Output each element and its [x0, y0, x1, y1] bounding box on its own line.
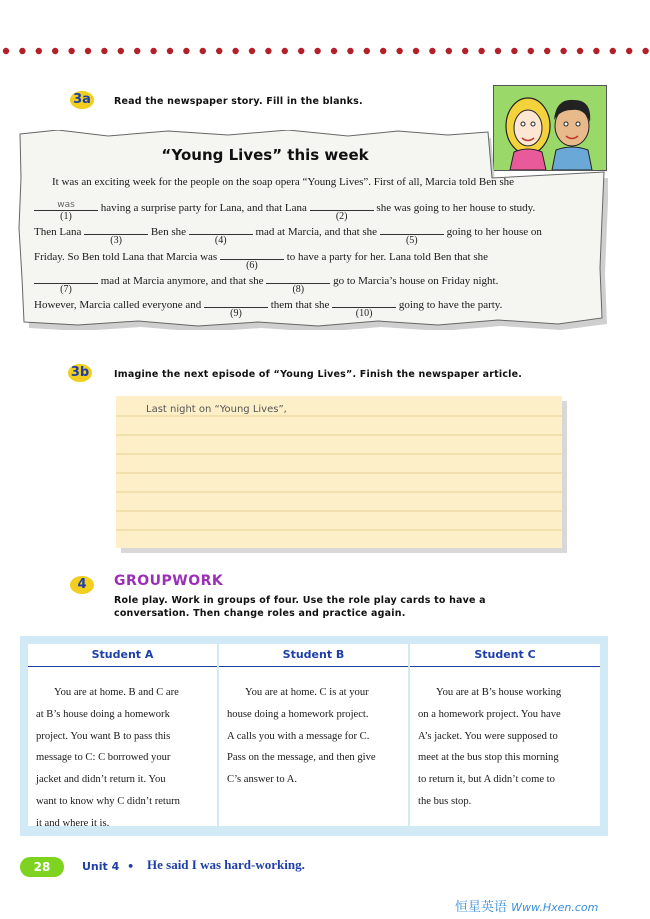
card-line: A calls you with a message for C. — [227, 730, 370, 742]
writing-prompt: Last night on “Young Lives”, — [146, 404, 287, 415]
blank-1[interactable] — [34, 199, 98, 222]
unit-name: Unit 4 — [82, 860, 120, 873]
story-line-3 — [34, 223, 542, 246]
blank-6-number: (6) — [246, 260, 258, 271]
story-text: However, Marcia called everyone and — [34, 299, 202, 311]
story-line-5 — [34, 272, 499, 295]
groupwork-instruction-1: Role play. Work in groups of four. Use the role play cards to have a — [114, 595, 486, 606]
story-text: It was an exciting week for the people on the soap opera “Young Lives”. First of all, Marcia told Ben she — [52, 176, 514, 188]
blank-9[interactable] — [204, 296, 268, 319]
story-line-6 — [34, 296, 503, 319]
blank-10[interactable] — [332, 296, 396, 319]
story-text: mad at Marcia anymore, and that she — [100, 275, 264, 287]
blank-8[interactable] — [266, 272, 330, 295]
blank-2[interactable] — [310, 199, 374, 222]
card-student-c — [410, 644, 600, 826]
card-title: Student A — [91, 648, 154, 661]
card-line: project. You want B to pass this — [36, 730, 171, 742]
watermark — [455, 896, 598, 915]
story-text: Friday. So Ben told Lana that Marcia was — [34, 251, 218, 263]
card-line: Pass on the message, and then give — [227, 752, 376, 764]
story-text: mad at Marcia, and that she — [255, 226, 378, 238]
section-4-badge: 4 — [70, 576, 94, 594]
card-line: to return it, but A didn’t come to — [418, 774, 555, 786]
blank-8-number: (8) — [292, 284, 305, 295]
card-line: house doing a homework project. — [227, 708, 369, 720]
blank-3[interactable] — [84, 223, 148, 246]
card-line: C’s answer to A. — [227, 774, 298, 786]
blank-3-number: (3) — [110, 235, 122, 246]
card-line: want to know why C didn’t return — [36, 795, 180, 807]
card-body — [418, 682, 594, 813]
watermark-cn: 恒星英语 — [455, 900, 508, 915]
story-line-1 — [52, 176, 514, 188]
section-3a-badge: 3a — [70, 91, 94, 109]
blank-1-number: (1) — [60, 211, 72, 222]
blank-7[interactable] — [34, 272, 98, 295]
story-line-2 — [34, 199, 536, 222]
story-text: going to her house on — [446, 226, 542, 238]
section-3a-instruction: Read the newspaper story. Fill in the blanks. — [114, 96, 363, 107]
card-line: You are at home. B and C are — [54, 687, 179, 698]
story-text: Then Lana — [34, 226, 82, 238]
card-student-b — [219, 644, 408, 826]
story-text: to have a party for her. Lana told Ben that she — [286, 251, 488, 263]
blank-5[interactable] — [380, 223, 444, 246]
card-title: Student B — [282, 648, 345, 661]
dotted-border — [0, 44, 650, 58]
unit-title: He said I was hard-working. — [147, 857, 305, 872]
card-line: at B’s house doing a homework — [36, 708, 170, 720]
card-line: meet at the bus stop this morning — [418, 752, 559, 764]
story-line-4 — [34, 248, 488, 271]
story-text: having a surprise party for Lana, and that Lana — [100, 202, 307, 214]
story-text: going to have the party. — [398, 299, 503, 311]
story-text: Ben she — [150, 226, 186, 238]
section-3b-instruction: Imagine the next episode of “Young Lives”. Finish the newspaper article. — [114, 369, 523, 380]
card-line: A’s jacket. You were supposed to — [418, 730, 558, 742]
card-student-a — [28, 644, 217, 829]
groupwork-title: GROUPWORK — [114, 573, 224, 589]
blank-6[interactable] — [220, 248, 284, 271]
ruled-lines — [116, 396, 562, 548]
story-title: “Young Lives” this week — [161, 146, 369, 164]
card-line: on a homework project. You have — [418, 708, 561, 720]
card-title: Student C — [474, 648, 536, 661]
card-body — [227, 682, 402, 791]
page-number: 28 — [33, 860, 51, 874]
blank-1-answer: was — [57, 200, 75, 210]
card-line: You are at home. C is at your — [245, 687, 369, 698]
blank-2-number: (2) — [335, 211, 348, 222]
writing-area[interactable] — [116, 396, 562, 548]
role-play-cards — [20, 636, 608, 836]
story-text: go to Marcia’s house on Friday night. — [333, 275, 499, 287]
story-text: them that she — [270, 299, 330, 311]
blank-4-number: (4) — [214, 235, 227, 246]
story-text: she was going to her house to study. — [376, 202, 536, 214]
card-line: message to C: C borrowed your — [36, 752, 171, 764]
blank-9-number: (9) — [230, 308, 242, 319]
watermark-url: Www.Hxen.com — [511, 901, 599, 914]
section-3b-badge: 3b — [68, 364, 92, 382]
groupwork-instruction-2: conversation. Then change roles and practice again. — [114, 608, 406, 619]
bullet: • — [127, 860, 135, 873]
blank-5-number: (5) — [405, 235, 418, 246]
card-line: You are at B’s house working — [436, 687, 562, 698]
blank-7-number: (7) — [60, 284, 72, 295]
blank-10-number: (10) — [355, 308, 373, 319]
card-line: the bus stop. — [418, 795, 472, 807]
card-line: it and where it is. — [36, 817, 110, 829]
unit-label — [82, 860, 134, 873]
blank-4[interactable] — [189, 223, 253, 246]
card-line: jacket and didn’t return it. You — [36, 774, 166, 786]
card-body — [36, 682, 211, 835]
